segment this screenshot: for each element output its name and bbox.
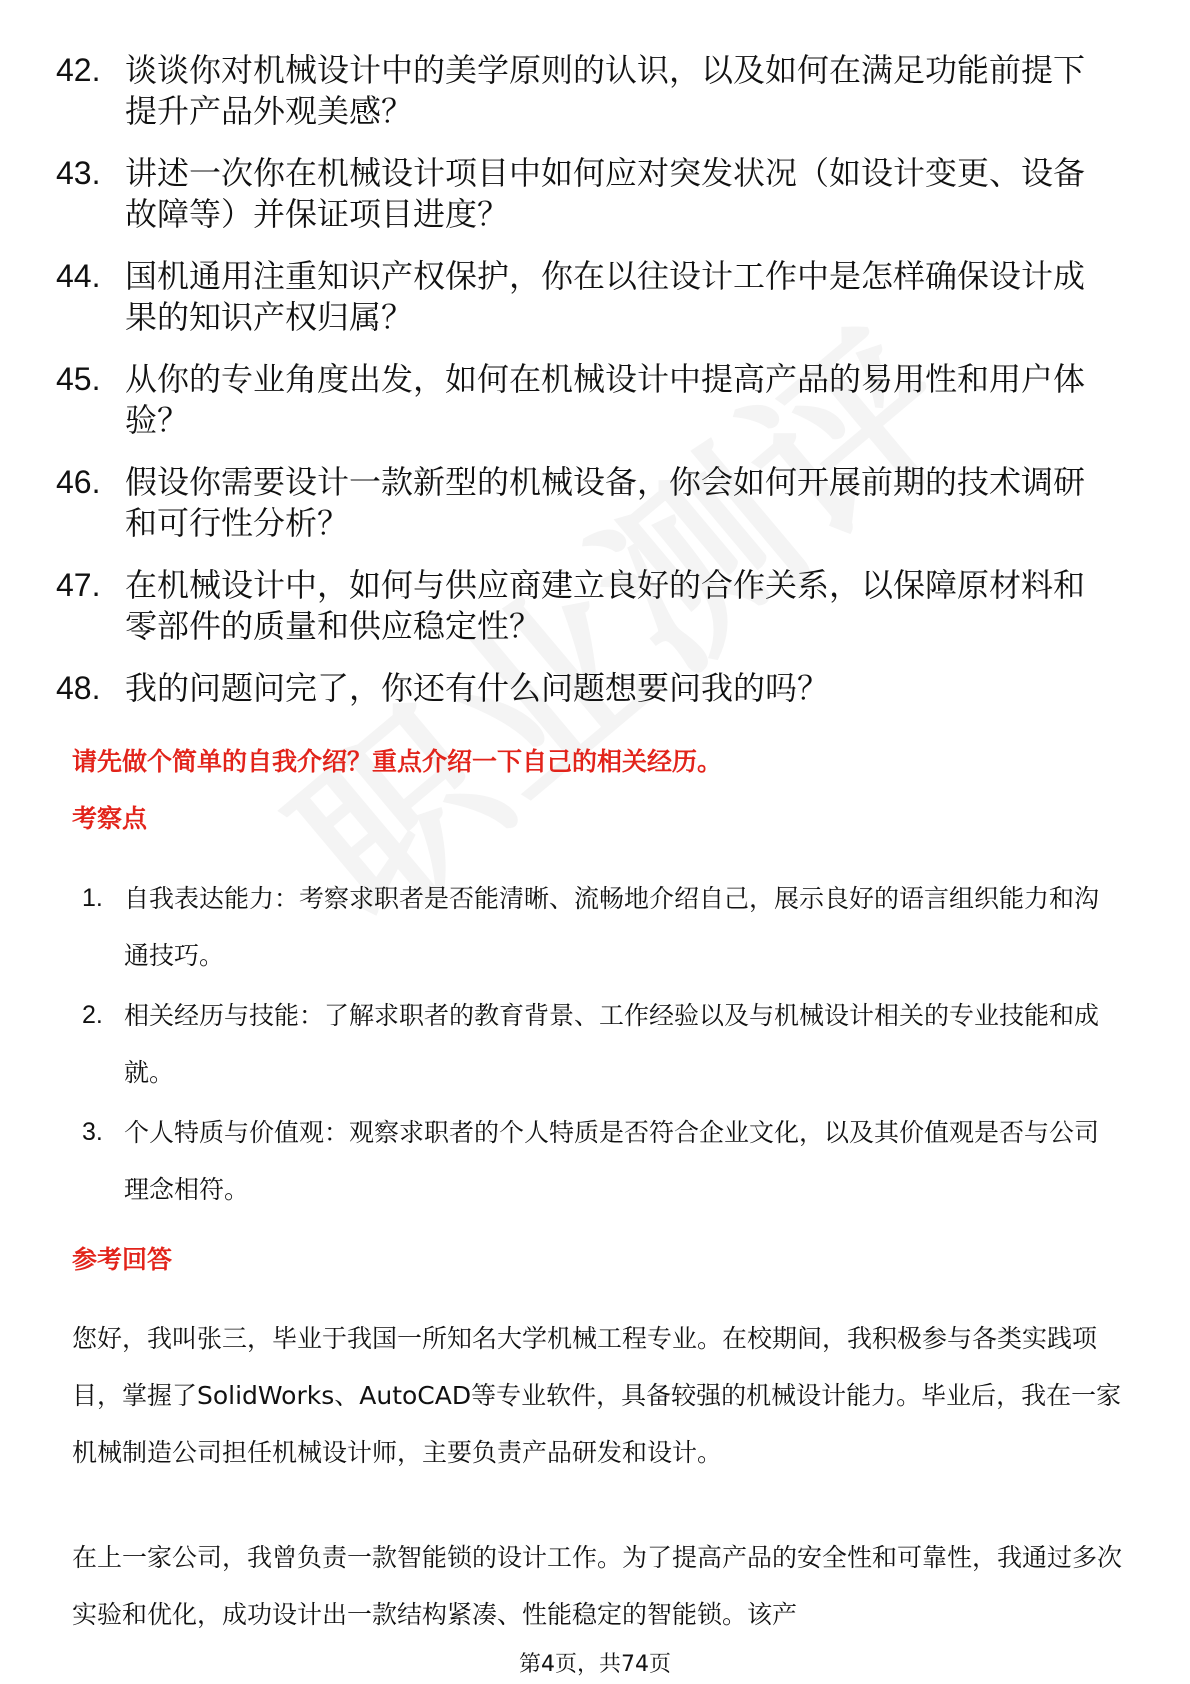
- point-text: 自我表达能力：考察求职者是否能清晰、流畅地介绍自己，展示良好的语言组织能力和沟通技巧。: [124, 884, 1100, 970]
- page-footer: 第4页，共74页: [519, 1652, 671, 1677]
- question-item: [56, 565, 1116, 647]
- question-number: 42.: [56, 52, 101, 88]
- question-list: [56, 50, 1116, 730]
- question-item: [56, 256, 1116, 338]
- question-number: 45.: [56, 361, 101, 397]
- question-number: 46.: [56, 464, 101, 500]
- question-text: 谈谈你对机械设计中的美学原则的认识，以及如何在满足功能前提下提升产品外观美感？: [125, 51, 1086, 130]
- point-item: [82, 870, 1122, 984]
- point-text: 个人特质与价值观：观察求职者的个人特质是否符合企业文化，以及其价值观是否与公司理念相符。: [124, 1118, 1100, 1204]
- answer-paragraph: 在上一家公司，我曾负责一款智能锁的设计工作。为了提高产品的安全性和可靠性，我通过多次实验和优化，成功设计出一款结构紧凑、性能稳定的智能锁。该产: [72, 1543, 1123, 1629]
- points-heading: 考察点: [72, 804, 148, 833]
- question-number: 43.: [56, 155, 101, 191]
- point-number: 2.: [82, 1001, 103, 1029]
- point-item: [82, 987, 1122, 1101]
- question-text: 假设你需要设计一款新型的机械设备，你会如何开展前期的技术调研和可行性分析？: [125, 463, 1086, 542]
- question-text: 讲述一次你在机械设计项目中如何应对突发状况（如设计变更、设备故障等）并保证项目进度？: [125, 154, 1086, 233]
- question-item: [56, 668, 1116, 709]
- point-number: 1.: [82, 884, 103, 912]
- question-item: [56, 462, 1116, 544]
- question-number: 47.: [56, 567, 101, 603]
- main-question-heading: 请先做个简单的自我介绍？重点介绍一下自己的相关经历。: [72, 747, 723, 776]
- point-number: 3.: [82, 1118, 103, 1146]
- question-number: 48.: [56, 670, 101, 706]
- question-item: [56, 359, 1116, 441]
- question-item: [56, 50, 1116, 132]
- question-text: 在机械设计中，如何与供应商建立良好的合作关系，以保障原材料和零部件的质量和供应稳定性？: [125, 566, 1086, 645]
- answer-heading: 参考回答: [72, 1245, 173, 1274]
- points-list: [82, 870, 1122, 1221]
- question-item: [56, 153, 1116, 235]
- point-text: 相关经历与技能：了解求职者的教育背景、工作经验以及与机械设计相关的专业技能和成就。: [124, 1001, 1100, 1087]
- question-number: 44.: [56, 258, 101, 294]
- question-text: 从你的专业角度出发，如何在机械设计中提高产品的易用性和用户体验？: [125, 360, 1086, 439]
- answer-paragraph: 您好，我叫张三，毕业于我国一所知名大学机械工程专业。在校期间，我积极参与各类实践项目，掌握了SolidWorks、AutoCAD等专业软件，具备较强的机械设计能力。毕业后，我在一家机械制造公司担任机械设计师，主要负责产品研发和设计。: [72, 1324, 1122, 1467]
- point-item: [82, 1104, 1122, 1218]
- question-text: 我的问题问完了，你还有什么问题想要问我的吗？: [125, 669, 830, 707]
- question-text: 国机通用注重知识产权保护，你在以往设计工作中是怎样确保设计成果的知识产权归属？: [125, 257, 1086, 336]
